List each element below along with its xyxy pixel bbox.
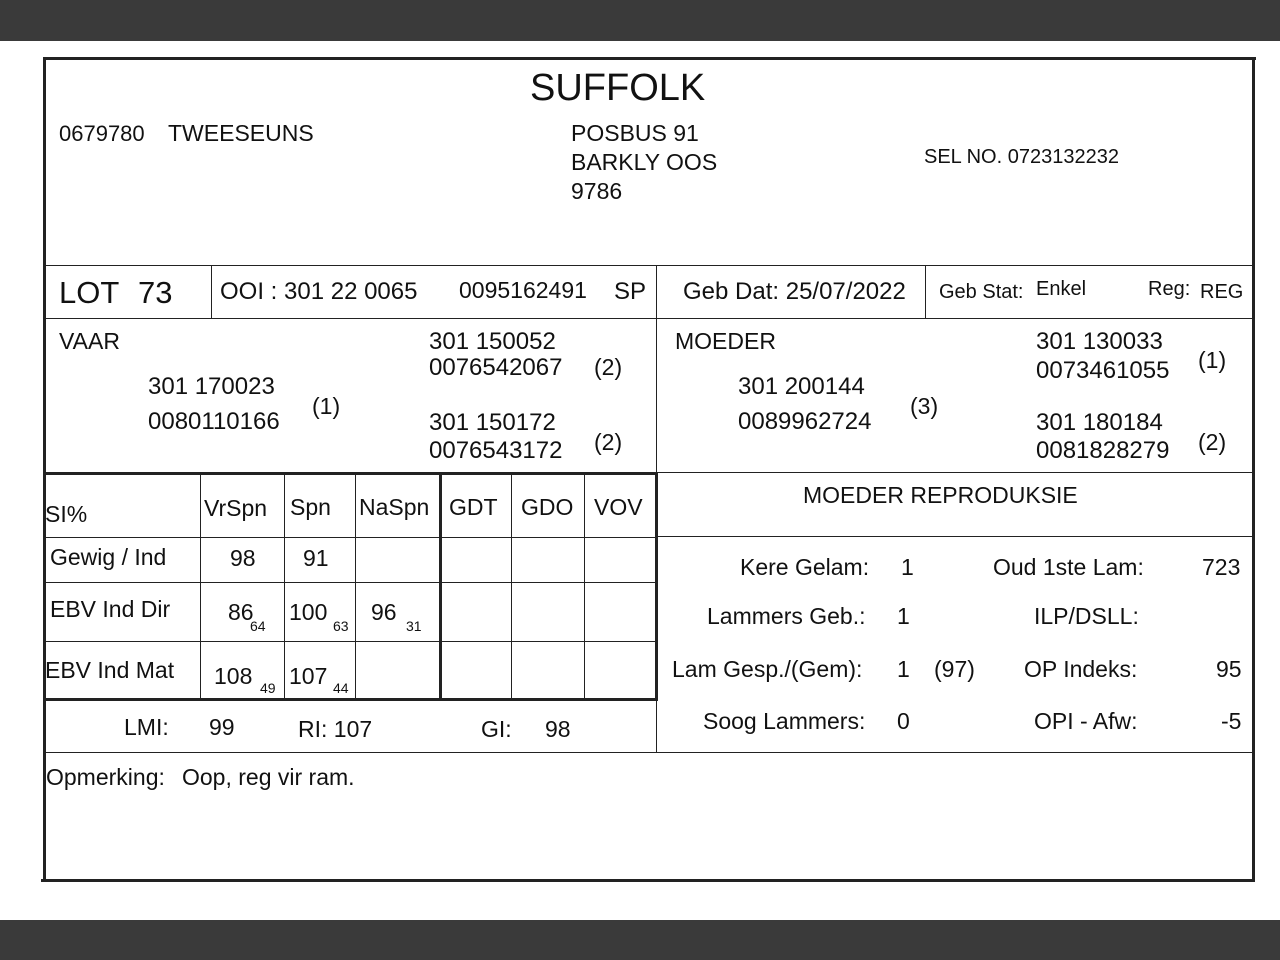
dam-count: (3)	[910, 393, 939, 419]
table-row-label: EBV Ind Mat	[45, 657, 175, 683]
dam-sire-count: (1)	[1198, 347, 1227, 373]
table-header-naspn: NaSpn	[359, 494, 430, 520]
dam-label: MOEDER	[675, 328, 776, 354]
table-cell-spn-accuracy: 44	[333, 680, 349, 696]
sire-id: 301 170023	[148, 373, 275, 400]
table-cell-spn-accuracy: 63	[333, 618, 349, 634]
lambs-born-label: Lammers Geb.:	[707, 603, 866, 629]
ilp-label: ILP/DSLL:	[1034, 603, 1139, 629]
sire-dam-id: 301 150172	[429, 409, 556, 436]
gi-value: 98	[545, 716, 571, 742]
gi-label: GI:	[481, 716, 512, 742]
lambs-weaned-value: 1	[897, 656, 910, 682]
lmi-value: 99	[209, 714, 235, 740]
ri-value: RI: 107	[298, 716, 373, 742]
divider-lot-row	[45, 318, 1254, 319]
table-cell-vrspn: 98	[230, 545, 256, 571]
sire-count: (1)	[312, 393, 341, 419]
sire-dam-number: 0076543172	[429, 437, 563, 464]
reg-label: Reg:	[1148, 278, 1191, 300]
suckling-label: Soog Lammers:	[703, 708, 866, 734]
times-lambed-label: Kere Gelam:	[740, 554, 870, 580]
animal-code: SP	[614, 278, 647, 305]
lot-number: 73	[138, 275, 173, 310]
divider-lot-v3	[925, 266, 926, 318]
sire-sire-count: (2)	[594, 354, 623, 380]
reg-value: REG	[1200, 281, 1244, 303]
remarks-text: Oop, reg vir ram.	[182, 764, 355, 790]
table-cell-vrspn: 108	[214, 663, 253, 689]
table-header-si: SI%	[45, 501, 88, 527]
birth-status-label: Geb Stat:	[939, 281, 1024, 303]
card-border-left	[43, 58, 46, 882]
table-cell-spn: 100	[289, 599, 328, 625]
card-border-right	[1252, 58, 1255, 882]
opi-dev-value: -5	[1221, 708, 1242, 734]
sire-sire-number: 0076542067	[429, 354, 563, 381]
table-cell-vrspn-accuracy: 49	[260, 680, 276, 696]
table-cell-spn: 91	[303, 545, 329, 571]
suckling-value: 0	[897, 708, 910, 734]
table-row-label: Gewig / Ind	[50, 544, 167, 570]
bottom-frame-bar	[0, 920, 1280, 960]
card-border-bottom	[41, 879, 1255, 882]
owner-address-line-1: POSBUS 91	[571, 120, 699, 146]
owner-address-line-2: BARKLY OOS	[571, 149, 718, 175]
dam-number: 0089962724	[738, 408, 872, 435]
table-cell-naspn: 96	[371, 599, 397, 625]
lambs-weaned-label: Lam Gesp./(Gem):	[672, 656, 863, 682]
reproduction-title: MOEDER REPRODUKSIE	[803, 482, 1078, 508]
table-cell-vrspn-accuracy: 64	[250, 618, 266, 634]
table-col-line-1	[200, 475, 201, 699]
divider-pedigree-right	[657, 472, 1254, 473]
remarks-label: Opmerking:	[46, 764, 165, 790]
card-border-top	[43, 57, 1256, 60]
table-border-top	[44, 472, 658, 475]
table-col-line-2	[284, 475, 285, 699]
sire-number: 0080110166	[148, 408, 280, 435]
lambs-weaned-avg: (97)	[934, 656, 975, 682]
animal-number: 0095162491	[459, 277, 587, 303]
table-col-line-3	[355, 475, 356, 699]
table-divider-gdt	[439, 473, 442, 701]
breed-title: SUFFOLK	[530, 67, 706, 109]
table-header-spn: Spn	[290, 494, 331, 520]
divider-lot-v1	[211, 266, 212, 318]
birth-date: Geb Dat: 25/07/2022	[683, 278, 906, 305]
divider-indices-row	[45, 752, 1254, 753]
divider-lot-v2	[656, 266, 657, 318]
table-row-line-1	[45, 537, 656, 538]
dam-dam-number: 0081828279	[1036, 437, 1170, 464]
lambs-born-value: 1	[897, 603, 910, 629]
dam-id: 301 200144	[738, 373, 865, 400]
table-cell-spn: 107	[289, 663, 328, 689]
table-header-gdt: GDT	[449, 494, 498, 520]
table-col-line-5	[584, 475, 585, 699]
dam-sire-number: 0073461055	[1036, 357, 1170, 384]
owner-id: 0679780	[59, 121, 145, 146]
times-lambed-value: 1	[901, 554, 914, 580]
dam-dam-id: 301 180184	[1036, 409, 1163, 436]
sire-dam-count: (2)	[594, 429, 623, 455]
sire-sire-id: 301 150052	[429, 328, 556, 355]
age-first-lamb-value: 723	[1202, 554, 1241, 580]
divider-header	[45, 265, 1254, 266]
table-col-line-4	[511, 475, 512, 699]
table-border-bottom	[44, 698, 658, 701]
top-frame-bar	[0, 0, 1280, 41]
age-first-lamb-label: Oud 1ste Lam:	[993, 554, 1144, 580]
owner-address-line-3: 9786	[571, 178, 623, 204]
table-border-right	[655, 473, 658, 701]
divider-repro-title	[657, 536, 1254, 537]
table-cell-vrspn: 86	[228, 599, 254, 625]
birth-status: Enkel	[1036, 278, 1087, 300]
sire-label: VAAR	[59, 328, 120, 354]
lot-label: LOT	[59, 275, 120, 310]
dam-sire-id: 301 130033	[1036, 328, 1163, 355]
animal-ooi: OOI : 301 22 0065	[220, 278, 418, 305]
table-row-line-3	[45, 641, 656, 642]
lmi-label: LMI:	[124, 714, 169, 740]
table-row-line-2	[45, 582, 656, 583]
owner-phone: SEL NO. 0723132232	[924, 146, 1119, 168]
table-cell-naspn-accuracy: 31	[406, 618, 422, 634]
dam-dam-count: (2)	[1198, 429, 1227, 455]
table-header-vrspn: VrSpn	[204, 495, 268, 521]
opi-dev-label: OPI - Afw:	[1034, 708, 1138, 734]
owner-name: TWEESEUNS	[168, 120, 314, 146]
table-row-label: EBV Ind Dir	[50, 596, 171, 622]
table-header-gdo: GDO	[521, 494, 574, 520]
op-index-label: OP Indeks:	[1024, 656, 1138, 682]
op-index-value: 95	[1216, 656, 1242, 682]
table-header-vov: VOV	[594, 494, 643, 520]
